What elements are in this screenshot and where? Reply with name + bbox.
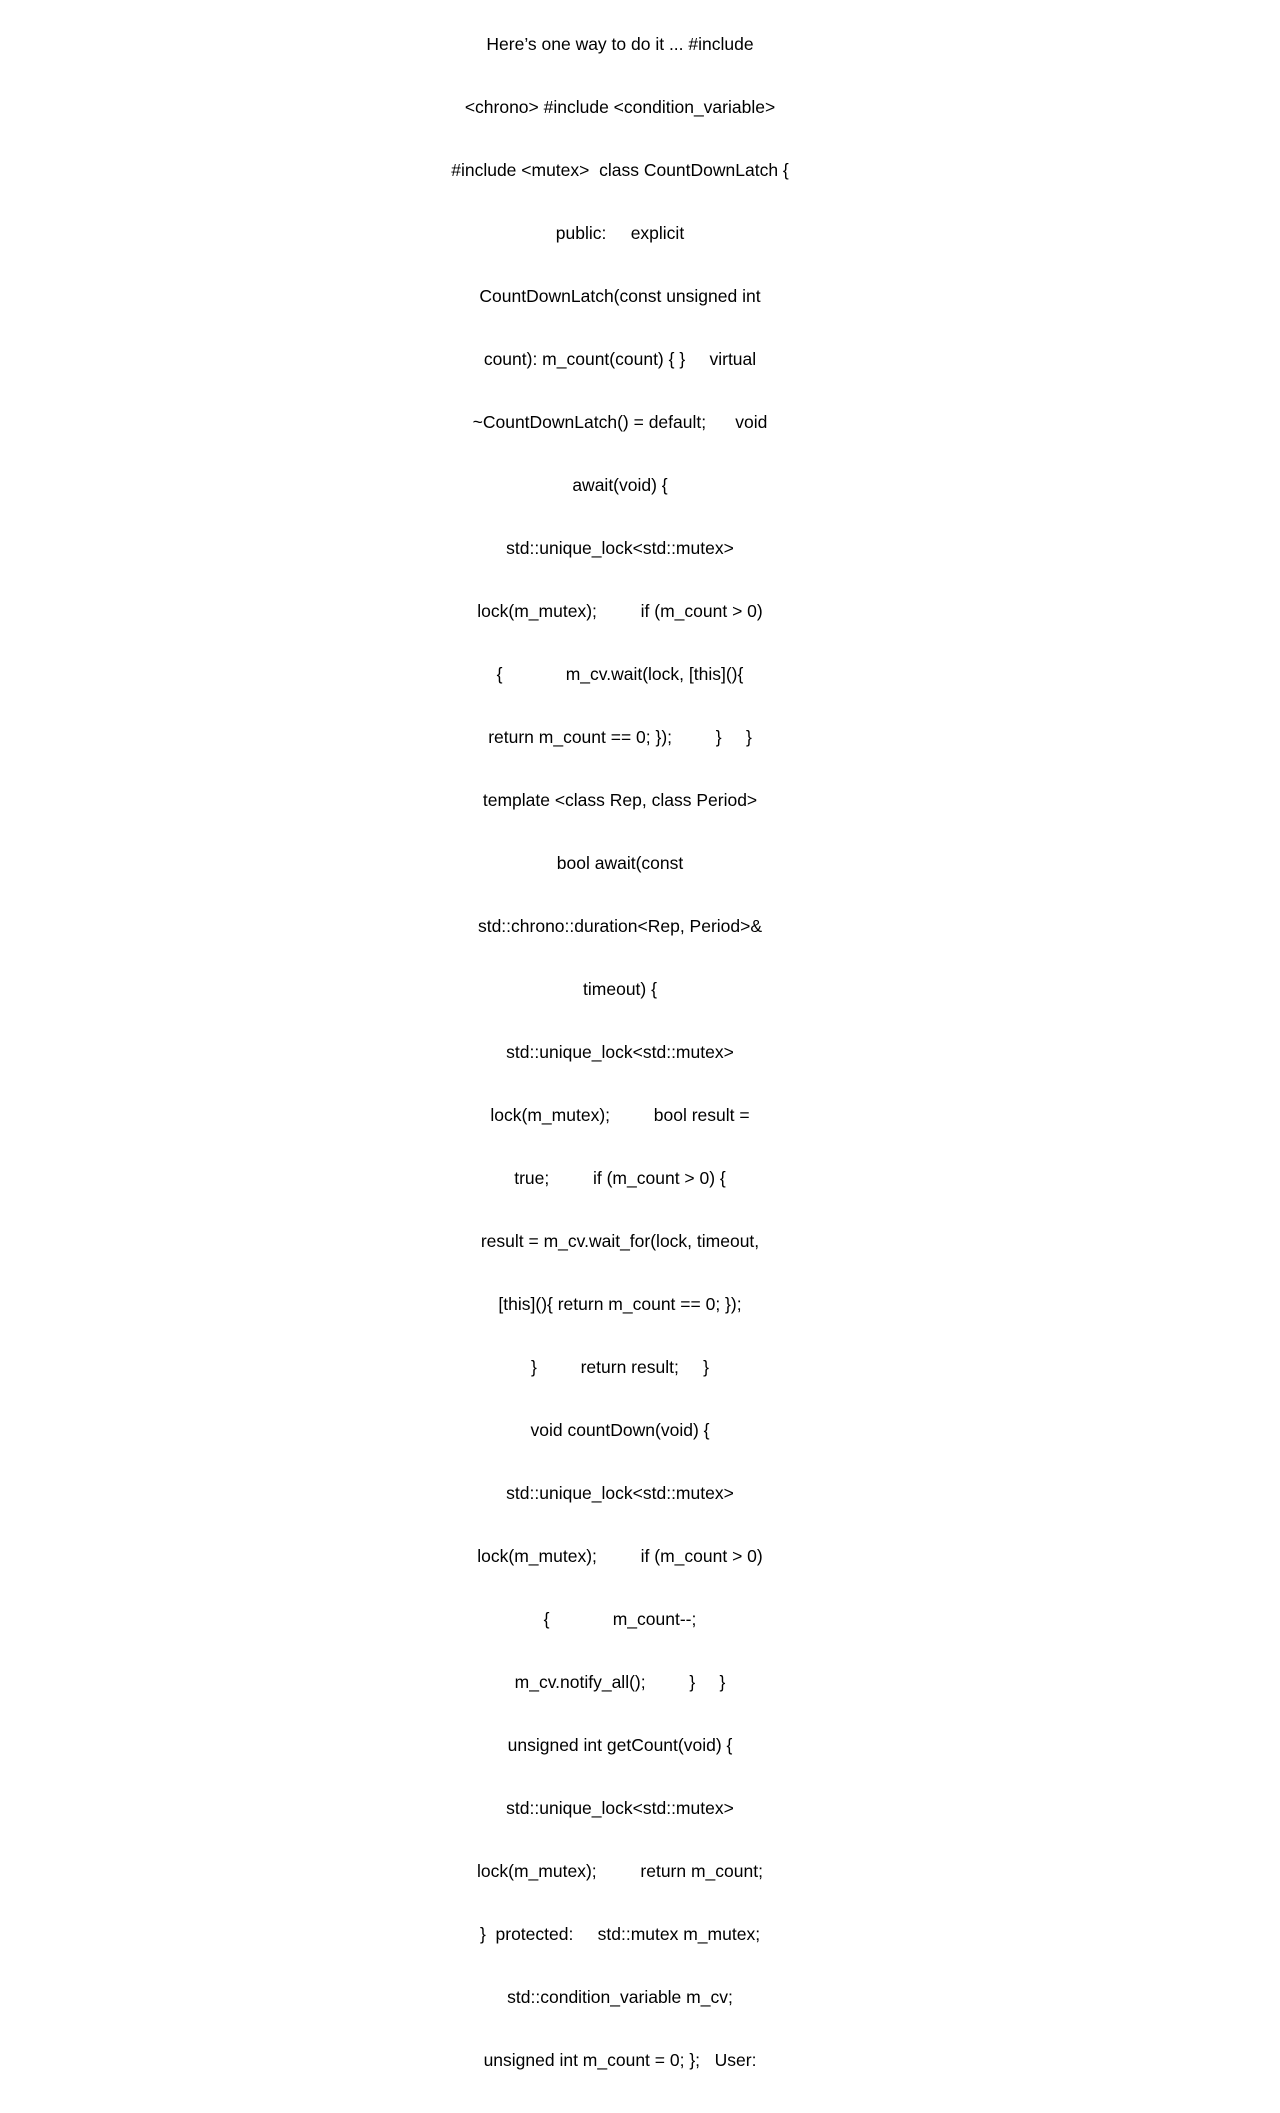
text-line: } protected: std::mutex m_mutex; — [479, 1924, 761, 1944]
text-line: template <class Rep, class Period> — [482, 790, 758, 810]
text-line: std::condition_variable m_cv; — [507, 1987, 733, 2007]
text-line: await(void) { — [572, 475, 668, 495]
text-line: std::unique_lock<std::mutex> — [506, 1798, 734, 1818]
text-line: Here’s one way to do it ... #include — [486, 34, 754, 54]
text-line: m_cv.notify_all(); } } — [514, 1672, 726, 1692]
text-line: true; if (m_count > 0) { — [514, 1168, 726, 1188]
text-line: lock(m_mutex); if (m_count > 0) — [477, 601, 763, 621]
text-line: <chrono> #include <condition_variable> — [464, 97, 776, 117]
text-line: public: explicit — [555, 223, 685, 243]
text-line: std::unique_lock<std::mutex> — [506, 1483, 734, 1503]
text-line: ~CountDownLatch() = default; void — [472, 412, 768, 432]
text-line: lock(m_mutex); return m_count; — [477, 1861, 763, 1881]
text-line: unsigned int m_count = 0; }; User: — [483, 2050, 757, 2070]
text-line: #include <mutex> class CountDownLatch { — [451, 160, 789, 180]
text-line: timeout) { — [583, 979, 657, 999]
text-line: result = m_cv.wait_for(lock, timeout, — [480, 1231, 760, 1251]
text-line: } return result; } — [531, 1357, 709, 1377]
text-line: return m_count == 0; }); } } — [488, 727, 752, 747]
text-line: std::unique_lock<std::mutex> — [506, 1042, 734, 1062]
text-line: CountDownLatch(const unsigned int — [479, 286, 761, 306]
text-line: std::unique_lock<std::mutex> — [506, 538, 734, 558]
text-line: bool await(const — [556, 853, 684, 873]
text-line: { m_count--; — [543, 1609, 697, 1629]
text-line: std::chrono::duration<Rep, Period>& — [477, 916, 763, 936]
text-line: count): m_count(count) { } virtual — [483, 349, 757, 369]
text-line: [this](){ return m_count == 0; }); — [498, 1294, 742, 1314]
text-line: void countDown(void) { — [530, 1420, 710, 1440]
code-text-block — [440, 0, 800, 2070]
text-line: { m_cv.wait(lock, [this](){ — [496, 664, 744, 684]
text-line: lock(m_mutex); bool result = — [490, 1105, 750, 1125]
text-line: unsigned int getCount(void) { — [507, 1735, 733, 1755]
text-line: lock(m_mutex); if (m_count > 0) — [477, 1546, 763, 1566]
